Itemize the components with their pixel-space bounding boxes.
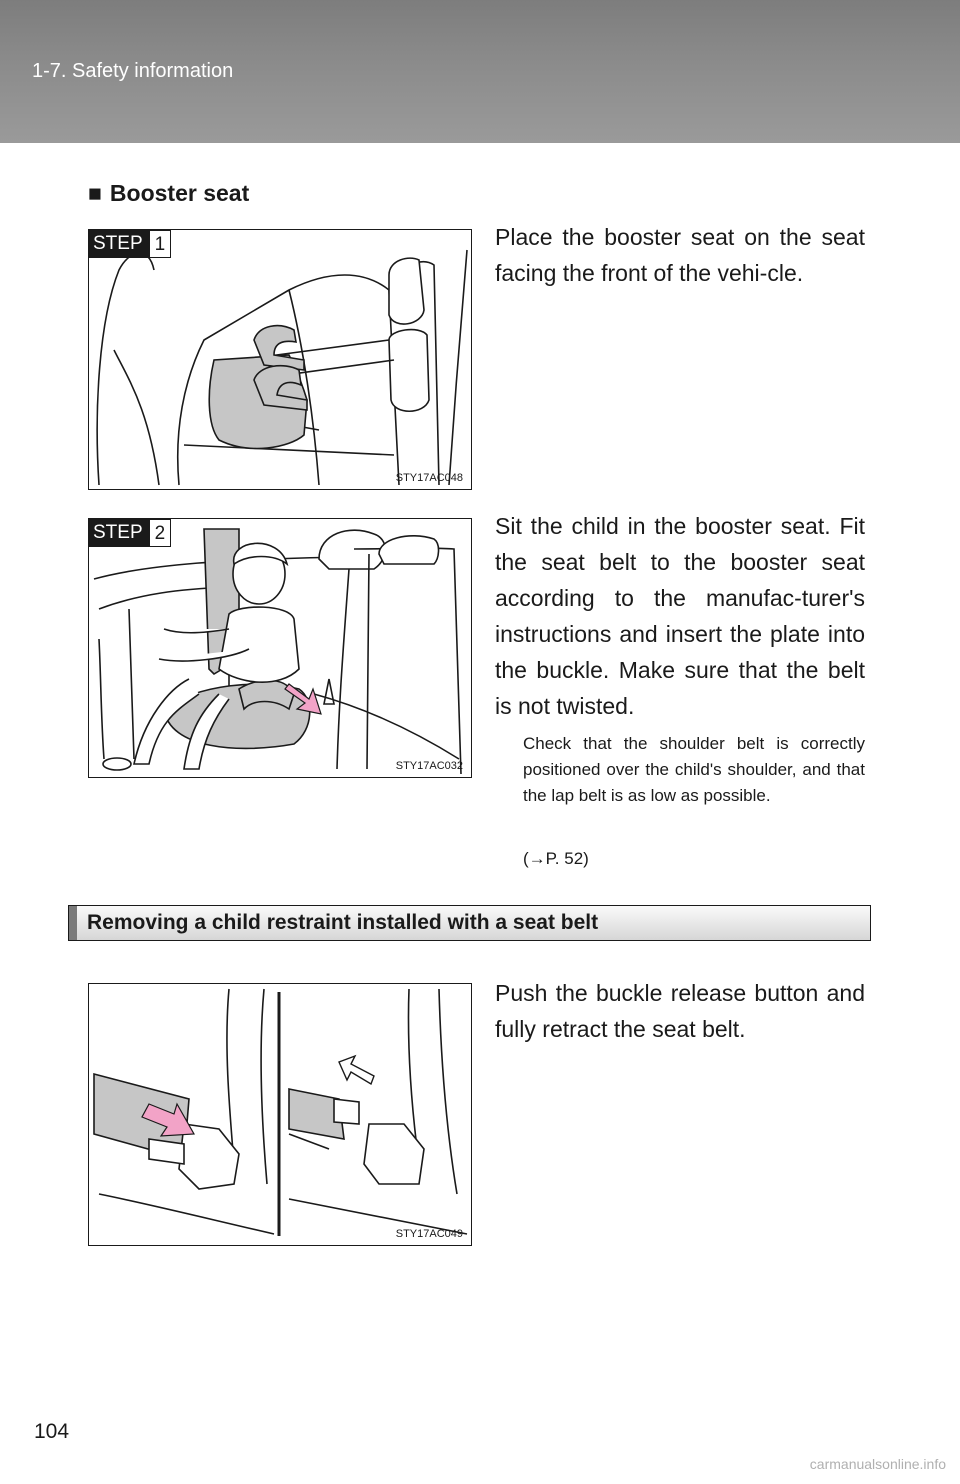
step2-note: Check that the shoulder belt is correctly positioned over the child's shoulder, and that the lap belt is as low as possible. xyxy=(523,734,865,805)
page-header xyxy=(0,0,960,143)
step2-label: STEP xyxy=(89,519,149,547)
removing-section-heading xyxy=(68,905,871,941)
step2-number: 2 xyxy=(149,519,172,547)
step1-illustration xyxy=(88,229,472,490)
heading-accent-bar xyxy=(69,906,77,940)
booster-heading-text: Booster seat xyxy=(109,180,250,206)
watermark: carmanualsonline.info xyxy=(809,1456,946,1472)
step1-number: 1 xyxy=(149,230,172,258)
step2-figure-code: STY17AC032 xyxy=(395,760,463,772)
step2-badge xyxy=(89,519,171,547)
child-in-booster-drawing xyxy=(89,519,471,777)
removing-instruction: Push the buckle release button and fully retract the seat belt. xyxy=(495,980,865,1042)
step1-instruction: Place the booster seat on the seat facing the front of the vehi-cle. xyxy=(495,224,865,286)
heading-marker: ■ xyxy=(88,180,102,206)
booster-seat-drawing xyxy=(89,230,471,489)
page-reference: (→P. 52) xyxy=(523,849,589,868)
buckle-release-drawing xyxy=(89,984,471,1245)
buckle-figure-code: STY17AC049 xyxy=(395,1228,463,1240)
step2-illustration xyxy=(88,518,472,778)
step1-label: STEP xyxy=(89,230,149,258)
page-number: 104 xyxy=(34,1420,70,1443)
booster-seat-heading xyxy=(88,180,249,207)
step1-figure-code: STY17AC048 xyxy=(395,472,463,484)
section-title: 1-7. Safety information xyxy=(32,60,234,82)
removing-heading-text: Removing a child restraint installed with a seat belt xyxy=(87,911,599,934)
step1-badge xyxy=(89,230,171,258)
step2-instruction: Sit the child in the booster seat. Fit the seat belt to the booster seat according to the manufac-turer's instructions and insert the plate into the buckle. Make sure that the belt is not twisted. xyxy=(495,513,865,719)
buckle-release-illustration xyxy=(88,983,472,1246)
